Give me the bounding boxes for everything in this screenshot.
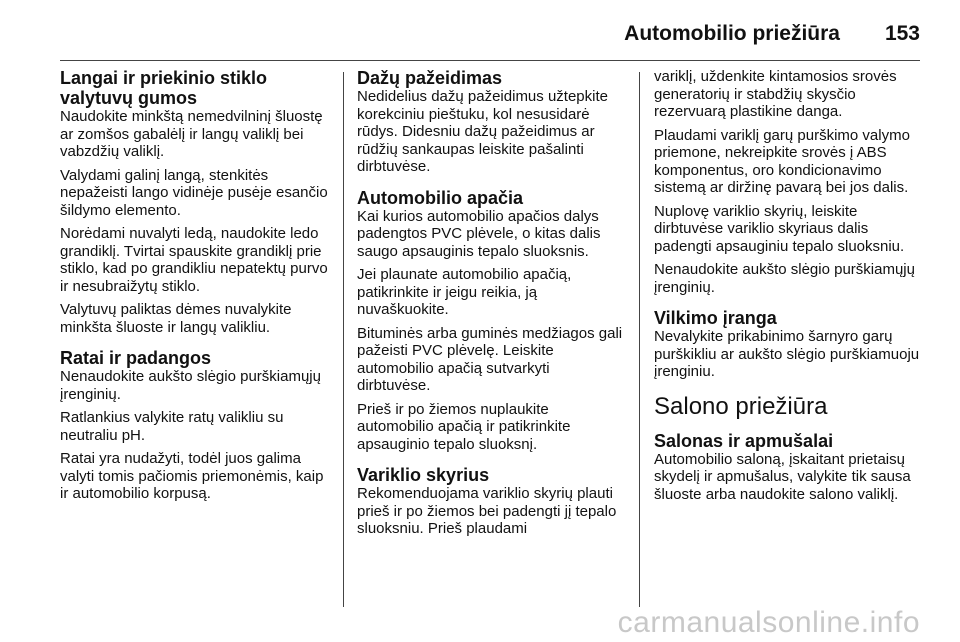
paragraph: Nevalykite prikabinimo šarnyro garų purškikliu ar aukšto slėgio purškiamuoju įrenginiu. xyxy=(654,328,920,380)
section-underbody xyxy=(357,188,625,454)
column-1 xyxy=(60,68,332,515)
paragraph: Valytuvų paliktas dėmes nuvalykite minkšta šluoste ir langų valikliu. xyxy=(60,301,292,336)
paragraph: Kai kurios automobilio apačios dalys padengtos PVC plėvele, o kitas dalis saugo apsauginis tepalo sluoksnis. xyxy=(357,207,601,260)
column-divider-1 xyxy=(343,72,344,607)
paragraph: Prieš ir po žiemos nuplaukite automobilio apačią ir patikrinkite apsauginio tepalo sluoksnį. xyxy=(357,400,571,453)
paragraph: Plaudami variklį garų purškimo valymo priemone, nekreipkite srovės į ABS komponentus, oro kondicionavimo sistemą ar diržinę pavarą bei jos dalis. xyxy=(654,126,910,196)
section-windows xyxy=(60,68,332,336)
paragraph: Nenaudokite aukšto slėgio purškiamųjų įrenginių. xyxy=(60,368,321,403)
page-header xyxy=(60,22,920,56)
section-heading: Langai ir priekinio stiklo valytuvų gumos xyxy=(60,68,268,108)
watermark: carmanualsonline.info xyxy=(617,606,920,639)
section-heading: Dažų pažeidimas xyxy=(357,68,503,88)
page-title: Automobilio priežiūra xyxy=(624,22,840,45)
section-interior-upholstery xyxy=(654,431,926,504)
section-heading: Ratai ir padangos xyxy=(60,348,212,368)
section-paint-damage xyxy=(357,68,625,176)
section-wheels xyxy=(60,348,332,503)
paragraph: Norėdami nuvalyti ledą, naudokite ledo grandiklį. Tvirtai spauskite grandiklį prie stiklo, kad po grandikliu nepatektų purvo ir nesubraižytų stiklo. xyxy=(60,225,328,295)
section-heading: Salonas ir apmušalai xyxy=(654,430,834,451)
header-divider xyxy=(60,60,920,61)
section-heading: Automobilio apačia xyxy=(357,187,524,208)
paragraph: Nenaudokite aukšto slėgio purškiamųjų įrenginių. xyxy=(654,261,915,296)
paragraph: Automobilio saloną, įskaitant prietaisų skydelį ir apmušalus, valykite tik sausa šluoste arba naudokite salono valiklį. xyxy=(654,450,911,503)
paragraph: Jei plaunate automobilio apačią, patikrinkite ir jeigu reikia, ją nuvaškuokite. xyxy=(357,266,572,318)
column-divider-2 xyxy=(639,72,640,607)
chapter-heading: Salono priežiūra xyxy=(654,392,828,420)
page-number: 153 xyxy=(884,22,920,45)
paragraph: Naudokite minkštą nemedvilninį šluostę ar zomšos gabalėlį ir langų valiklį bei vabzdžių valiklį. xyxy=(60,108,323,160)
section-heading: Vilkimo įranga xyxy=(654,308,777,328)
paragraph: variklį, uždenkite kintamosios srovės generatorių ir stabdžių skysčio rezervuarą plastikine danga. xyxy=(654,68,897,120)
section-engine-compartment xyxy=(357,465,625,538)
paragraph: Bituminės arba guminės medžiagos gali pažeisti PVC plėvelę. Leiskite automobilio apačią sutvarkyti dirbtuvėse. xyxy=(357,324,623,394)
chapter-heading-block xyxy=(654,393,926,421)
section-towing-equipment xyxy=(654,308,926,381)
paragraph: Rekomenduojama variklio skyrių plauti prieš ir po žiemos bei padengti jį tepalo sluoksniu. Prieš plaudami xyxy=(357,485,617,537)
paragraph: Nuplovę variklio skyrių, leiskite dirbtuvėse variklio skyriaus dalis padengti apsauginiu tepalo sluoksniu. xyxy=(654,202,905,255)
column-2 xyxy=(357,68,625,550)
section-engine-continued xyxy=(654,68,926,296)
section-heading: Variklio skyrius xyxy=(357,465,490,485)
column-3 xyxy=(654,68,926,515)
paragraph: Nedidelius dažų pažeidimus užtepkite korekciniu pieštuku, kol nesusidarė rūdys. Didesniu dažų pažeidimus ar rūdžių sankaupas leiskite pašalinti dirbtuvėse. xyxy=(357,88,608,175)
paragraph: Ratlankius valykite ratų valikliu su neutraliu pH. xyxy=(60,409,284,444)
paragraph: Ratai yra nudažyti, todėl juos galima valyti tomis pačiomis priemonėmis, kaip ir automobilio korpusą. xyxy=(60,450,324,502)
paragraph: Valydami galinį langą, stenkitės nepažeisti lango vidinėje pusėje esančio šildymo elemento. xyxy=(60,166,328,219)
